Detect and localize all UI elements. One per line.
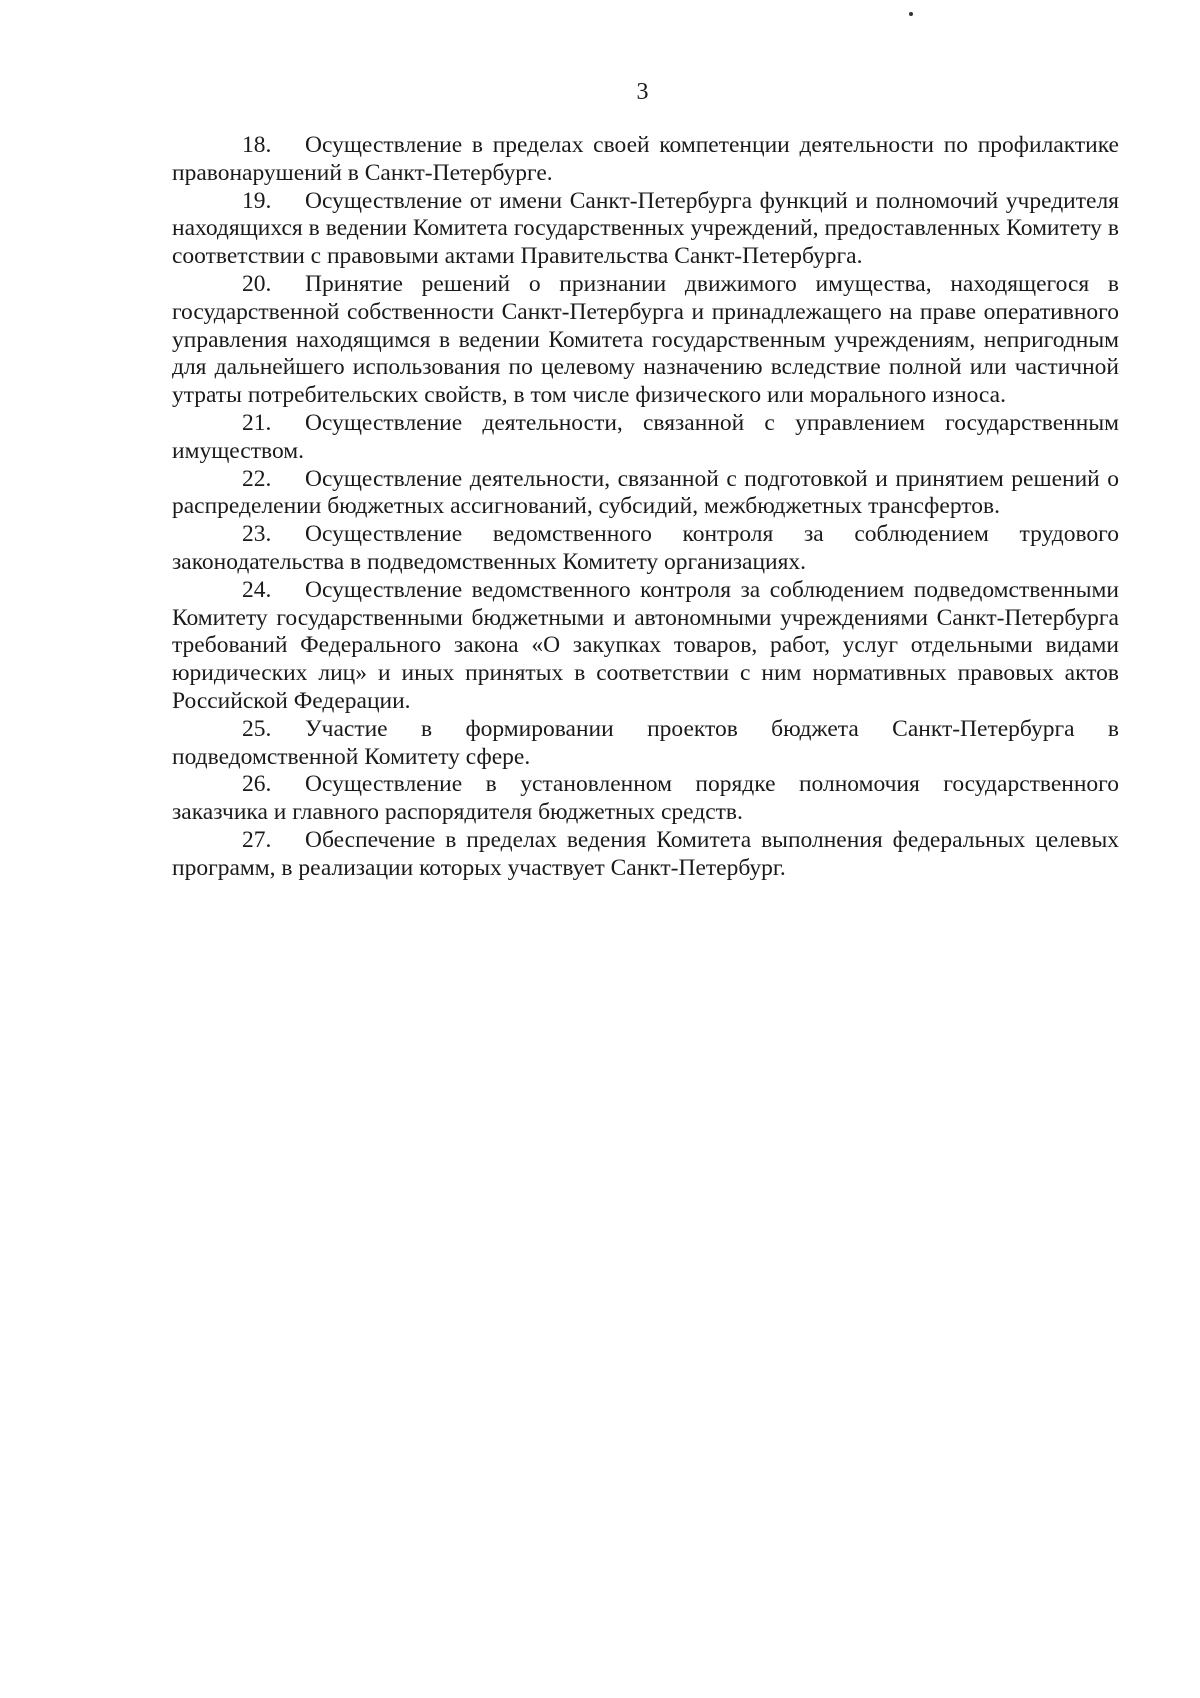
item-text: Осуществление ведомственного контроля за соблюдением подведомственными Комитету государственными бюджетными и автономными учреждениями Санкт-Петербурга требований Федерального закона «О закупках товаров, работ, услуг отдельными видами юридических лиц» и иных принятых в соответствии с ним нормативных правовых актов Российской Федерации. (172, 576, 1119, 714)
item-text: Осуществление в пределах своей компетенции деятельности по профилактике правонарушений в Санкт-Петербурге. (172, 132, 1119, 186)
list-item (172, 577, 1119, 716)
list-item (172, 716, 1119, 772)
item-number: 27. (242, 826, 272, 853)
list-item (172, 410, 1119, 466)
list-item (172, 771, 1119, 827)
item-text: Осуществление деятельности, связанной с подготовкой и принятием решений о распределении бюджетных ассигнований, субсидий, межбюджетных трансфертов. (172, 465, 1119, 520)
item-number: 23. (242, 521, 272, 548)
list-item (172, 132, 1119, 188)
item-text: Осуществление ведомственного контроля за соблюдением трудового законодательства в подведомственных Комитету организациях. (172, 521, 1119, 575)
list-item (172, 827, 1119, 883)
item-number: 18. (242, 132, 272, 158)
item-text: Участие в формировании проектов бюджета Санкт-Петербурга в подведомственной Комитету сфере. (172, 715, 1119, 770)
item-number: 20. (242, 270, 272, 297)
item-text: Осуществление деятельности, связанной с управлением государственным имуществом. (172, 409, 1119, 464)
item-text: Осуществление в установленном порядке полномочия государственного заказчика и главного распорядителя бюджетных средств. (172, 771, 1119, 826)
item-text: Осуществление от имени Санкт-Петербурга функций и полномочий учредителя находящихся в ведении Комитета государственных учреждений, предоставленных Комитету в соответствии с правовыми актами Правительства Санкт-Петербурга. (172, 187, 1119, 270)
item-number: 25. (242, 715, 272, 742)
item-number: 19. (242, 187, 272, 214)
list-item (172, 521, 1119, 577)
scan-speck (909, 12, 913, 16)
item-number: 21. (242, 409, 272, 436)
item-number: 24. (242, 576, 272, 603)
item-text: Принятие решений о признании движимого имущества, находящегося в государственной собственности Санкт-Петербурга и принадлежащего на праве оперативного управления находящимся в ведении Комитета государственным учреждениям, непригодным для дальнейшего использования по целевому назначению вследствие полной или частичной утраты потребительских свойств, в том числе физического или морального износа. (172, 270, 1119, 409)
document-body (172, 132, 1119, 883)
item-number: 22. (242, 465, 272, 492)
item-text: Обеспечение в пределах ведения Комитета выполнения федеральных целевых программ, в реализации которых участвует Санкт-Петербург. (172, 826, 1119, 881)
list-item (172, 188, 1119, 271)
page-number: 3 (636, 79, 649, 105)
item-number: 26. (242, 771, 272, 798)
list-item (172, 466, 1119, 522)
list-item (172, 271, 1119, 410)
